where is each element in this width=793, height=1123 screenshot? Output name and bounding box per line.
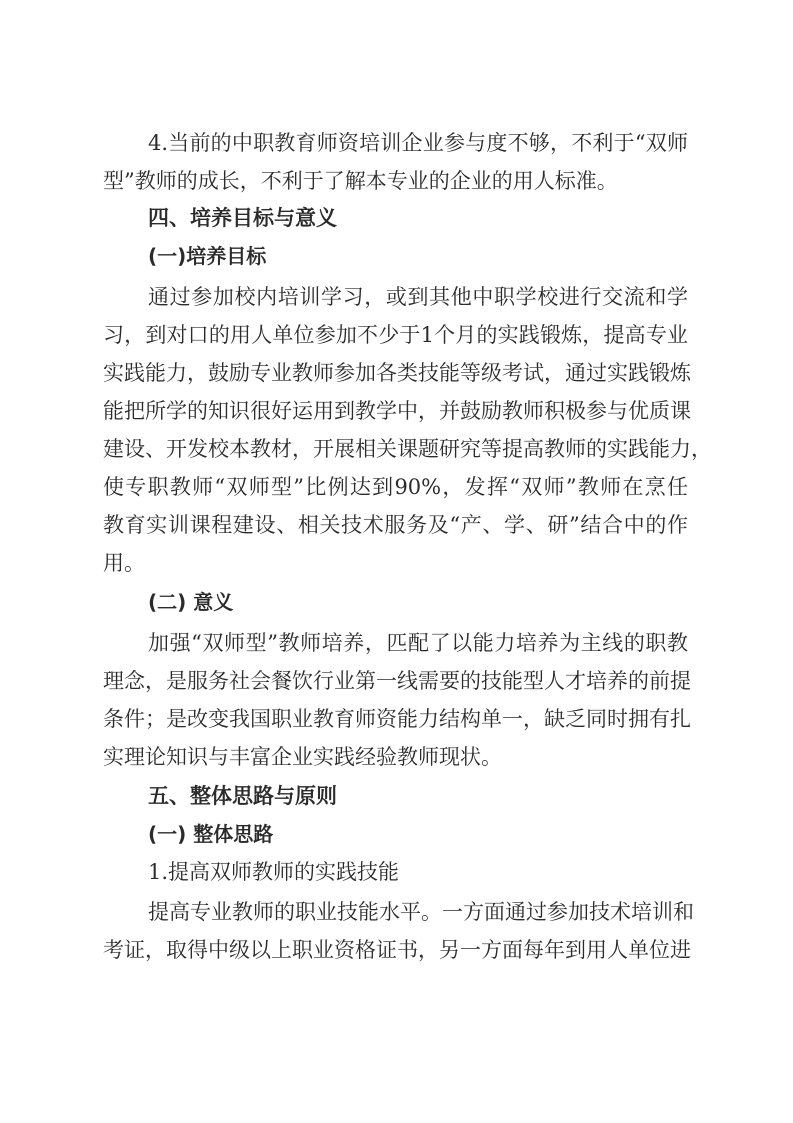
paragraph-line: 理念，是服务社会餐饮行业第一线需要的技能型人才培养的前提	[103, 669, 691, 693]
paragraph-line: 使专职教师“双师型”比例达到90%，发挥“双师”教师在烹任	[103, 475, 688, 499]
subsection-heading: (一)培养目标	[148, 244, 267, 268]
paragraph-line: 加强“双师型”教师培养，匹配了以能力培养为主线的职教	[148, 631, 688, 655]
paragraph-line: 习，到对口的用人单位参加不少于1个月的实践锻炼，提高专业	[103, 323, 688, 347]
paragraph-line: 提高专业教师的职业技能水平。一方面通过参加技术培训和	[148, 900, 694, 924]
paragraph-line: 通过参加校内培训学习，或到其他中职学校进行交流和学	[148, 285, 688, 309]
subsection-heading: (二) 意义	[148, 590, 234, 614]
section-heading: 五、整体思路与原则	[148, 784, 337, 808]
paragraph-line: 条件；是改变我国职业教育师资能力结构单一，缺乏同时拥有扎	[103, 707, 691, 731]
paragraph-line: 能把所学的知识很好运用到教学中，并鼓励教师积极参与优质课	[103, 399, 691, 423]
section-heading: 四、培养目标与意义	[148, 206, 337, 230]
paragraph-line: 实理论知识与丰富企业实践经验教师现状。	[103, 745, 502, 769]
paragraph-line: 建设、开发校本教材，开展相关课题研究等提高教师的实践能力，	[103, 437, 712, 461]
paragraph-line: 教育实训课程建设、相关技术服务及“产、学、研”结合中的作	[103, 513, 688, 537]
subsection-heading: (一) 整体思路	[148, 822, 274, 846]
paragraph-line: 4.当前的中职教育师资培训企业参与度不够，不利于“双师	[148, 131, 688, 155]
paragraph-line: 考证，取得中级以上职业资格证书，另一方面每年到用人单位进	[103, 938, 691, 962]
paragraph-line: 型”教师的成长，不利于了解本专业的企业的用人标准。	[103, 169, 618, 193]
list-item: 1.提高双师教师的实践技能	[148, 860, 400, 884]
paragraph-line: 用。	[103, 551, 145, 575]
paragraph-line: 实践能力，鼓励专业教师参加各类技能等级考试，通过实践锻炼	[103, 361, 691, 385]
